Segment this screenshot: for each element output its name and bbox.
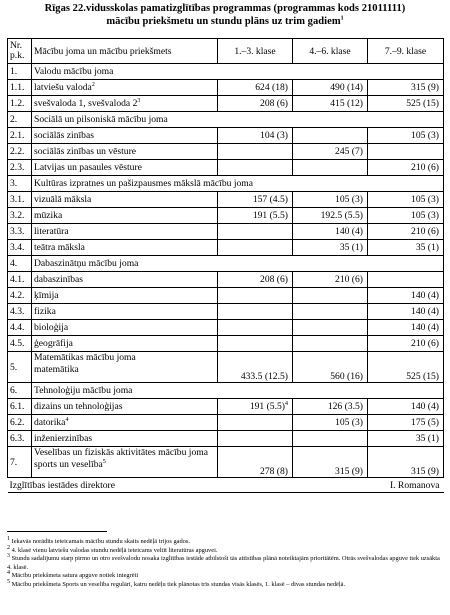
hours-grades-1-3 bbox=[218, 399, 293, 415]
hours-grades-7-9: 210 (6) bbox=[368, 160, 444, 176]
subject-name-text: latviešu valoda bbox=[34, 82, 92, 93]
subject-row bbox=[8, 128, 444, 144]
hours-grades-7-9: 175 (5) bbox=[368, 415, 444, 431]
subject-row bbox=[8, 431, 444, 447]
header-nr bbox=[8, 39, 32, 64]
hours-grades-7-9: 315 (9) bbox=[368, 80, 444, 96]
subject-name bbox=[32, 144, 218, 160]
subject-row bbox=[8, 352, 444, 383]
footnote-item bbox=[7, 544, 443, 556]
subject-name bbox=[32, 399, 218, 415]
hours-grades-7-9: 210 (6) bbox=[368, 336, 444, 352]
hours-grades-1-3 bbox=[218, 415, 293, 431]
hours-grades-1-3 bbox=[218, 272, 293, 288]
subject-name bbox=[32, 320, 218, 336]
subject-row bbox=[8, 96, 444, 112]
hours-grades-7-9: 140 (4) bbox=[368, 288, 444, 304]
row-number: 1.2. bbox=[8, 96, 32, 112]
document-title bbox=[0, 2, 450, 28]
footnote-item bbox=[7, 555, 443, 572]
subject-name bbox=[32, 160, 218, 176]
hours-grades-7-9: 105 (3) bbox=[368, 208, 444, 224]
row-number: 6.2. bbox=[8, 415, 32, 431]
hours-grades-1-3 bbox=[218, 304, 293, 320]
hours-grades-4-6 bbox=[293, 431, 368, 447]
title-line-2-text: mācību priekšmetu un stundu plāns uz trim gadiem bbox=[106, 16, 341, 27]
hours-grades-4-6: 140 (4) bbox=[293, 224, 368, 240]
subject-name-line-2: sports un veselība$^5$ bbox=[34, 458, 106, 470]
category-row bbox=[8, 112, 444, 128]
subject-name-text: fizika bbox=[34, 306, 56, 317]
footnote-item bbox=[7, 535, 443, 547]
footnote-number: 4 bbox=[7, 570, 10, 577]
hours-grades-4-6: 210 (6) bbox=[293, 272, 368, 288]
hours-grades-1-3 bbox=[218, 144, 293, 160]
row-number: 3.4. bbox=[8, 240, 32, 256]
row-number: 3. bbox=[8, 176, 32, 192]
hours-grades-7-9: 105 (3) bbox=[368, 192, 444, 208]
hours-grades-1-3 bbox=[218, 160, 293, 176]
subject-name-text: ķīmija bbox=[34, 290, 59, 301]
subject-name-text: inženierzinības bbox=[34, 433, 93, 444]
hours-grades-7-9: 525 (15) bbox=[368, 96, 444, 112]
hours-grades-1-3 bbox=[218, 336, 293, 352]
footnote-mark: 4 bbox=[285, 400, 288, 407]
subject-row bbox=[8, 240, 444, 256]
header-grades-4-6: 4.–6. klase bbox=[293, 39, 368, 64]
subject-name-text: dabaszinības bbox=[34, 274, 84, 285]
subject-row bbox=[8, 447, 444, 478]
row-number: 3.2. bbox=[8, 208, 32, 224]
subject-row bbox=[8, 208, 444, 224]
header-grades-7-9: 7.–9. klase bbox=[368, 39, 444, 64]
header-nr-line-1: Nr. bbox=[10, 40, 22, 51]
hours-grades-7-9: 210 (6) bbox=[368, 224, 444, 240]
row-number: 2. bbox=[8, 112, 32, 128]
footnote-item bbox=[7, 578, 443, 590]
footnote-number: 2 bbox=[7, 544, 10, 551]
subject-name bbox=[32, 336, 218, 352]
subject-row bbox=[8, 80, 444, 96]
row-number: 4. bbox=[8, 256, 32, 272]
hours-value: 624 (18) bbox=[255, 82, 288, 93]
hours-grades-1-3 bbox=[218, 288, 293, 304]
row-number: 3.3. bbox=[8, 224, 32, 240]
hours-grades-1-3 bbox=[218, 96, 293, 112]
category-row bbox=[8, 256, 444, 272]
category-name: Dabaszinātņu mācību joma bbox=[32, 256, 444, 272]
hours-grades-4-6: 415 (12) bbox=[293, 96, 368, 112]
subject-name bbox=[32, 224, 218, 240]
subject-row bbox=[8, 144, 444, 160]
hours-grades-7-9 bbox=[368, 272, 444, 288]
hours-grades-4-6 bbox=[293, 288, 368, 304]
category-name: Tehnoloģiju mācību joma bbox=[32, 383, 444, 399]
row-number: 4.3. bbox=[8, 304, 32, 320]
footnote-text: Mācību priekšmeta satura apguve notiek integrēti bbox=[10, 572, 139, 580]
footnotes bbox=[7, 535, 443, 590]
subject-name bbox=[32, 288, 218, 304]
subject-name-text: sociālās zinības bbox=[34, 130, 94, 141]
category-row bbox=[8, 383, 444, 399]
hours-grades-7-9: 105 (3) bbox=[368, 128, 444, 144]
hours-grades-4-6: 315 (9) bbox=[293, 447, 368, 478]
hours-grades-4-6 bbox=[293, 336, 368, 352]
subject-name bbox=[32, 352, 218, 383]
hours-grades-1-3 bbox=[218, 447, 293, 478]
subject-name-text: literatūra bbox=[34, 226, 69, 237]
hours-grades-1-3 bbox=[218, 320, 293, 336]
row-number: 6.3. bbox=[8, 431, 32, 447]
hours-grades-4-6: 192.5 (5.5) bbox=[293, 208, 368, 224]
subject-row bbox=[8, 415, 444, 431]
subject-name-line-1: Matemātikas mācību joma bbox=[34, 352, 136, 363]
subject-row bbox=[8, 224, 444, 240]
title-footnote-mark: 1 bbox=[340, 15, 344, 22]
row-number: 6.1. bbox=[8, 399, 32, 415]
hours-grades-1-3 bbox=[218, 80, 293, 96]
signature-row bbox=[8, 478, 444, 493]
row-number: 4.4. bbox=[8, 320, 32, 336]
title-line-1: Rīgas 22.vidusskolas pamatizglītības programmas (programmas kods 21011111) bbox=[44, 3, 406, 14]
subject-name-text: Latvijas un pasaules vēsture bbox=[34, 162, 142, 173]
hours-grades-4-6: 490 (14) bbox=[293, 80, 368, 96]
category-name: Valodu mācību joma bbox=[32, 64, 444, 80]
subject-name bbox=[32, 128, 218, 144]
hours-grades-4-6: 126 (3.5) bbox=[293, 399, 368, 415]
hours-grades-7-9: 35 (1) bbox=[368, 240, 444, 256]
hours-value: 433.5 (12.5) bbox=[240, 371, 288, 382]
row-number: 1.1. bbox=[8, 80, 32, 96]
footnote-item bbox=[7, 572, 443, 581]
footnote-mark: 4 bbox=[65, 416, 69, 423]
hours-grades-7-9: 140 (4) bbox=[368, 399, 444, 415]
subject-name-text: bioloģija bbox=[34, 322, 69, 333]
subject-name-text: teātra māksla bbox=[34, 242, 85, 253]
signature-right: I. Romanova bbox=[293, 478, 444, 493]
subject-name bbox=[32, 96, 218, 112]
hours-grades-1-3 bbox=[218, 431, 293, 447]
row-number: 7. bbox=[8, 447, 32, 478]
header-grades-1-3: 1.–3. klase bbox=[218, 39, 293, 64]
title-line-2 bbox=[0, 15, 450, 28]
footnote-text: Mācību priekšmeta Sports un veselība regulāri, katru nedēļu tiek plānotas trīs stundas visās klasēs, 1. klasē – divas stundas nedēļā. bbox=[10, 580, 346, 588]
hours-grades-4-6: 35 (1) bbox=[293, 240, 368, 256]
footnote-mark: 3 bbox=[137, 97, 141, 104]
subject-name bbox=[32, 192, 218, 208]
subject-row bbox=[8, 192, 444, 208]
hours-value: 208 (6) bbox=[260, 98, 288, 109]
subject-row bbox=[8, 272, 444, 288]
subject-name-text: datorika bbox=[34, 417, 66, 428]
hours-grades-4-6: 245 (7) bbox=[293, 144, 368, 160]
subject-name-text: sociālās zinības un vēsture bbox=[34, 146, 137, 157]
hours-grades-1-3 bbox=[218, 208, 293, 224]
hours-value: 157 (4.5) bbox=[252, 194, 288, 205]
hours-grades-7-9: 315 (9) bbox=[368, 447, 444, 478]
row-number: 2.1. bbox=[8, 128, 32, 144]
row-number: 1. bbox=[8, 64, 32, 80]
subject-name-line-1: Veselības un fiziskās aktivitātes mācību joma bbox=[34, 447, 208, 458]
hours-value: 191 (5.5) bbox=[249, 401, 285, 412]
hours-grades-4-6 bbox=[293, 128, 368, 144]
hours-value: 104 (3) bbox=[260, 130, 288, 141]
hours-value: 208 (6) bbox=[260, 274, 288, 285]
subject-name-line-2: matemātika bbox=[34, 364, 79, 375]
row-number: 5. bbox=[8, 352, 32, 383]
category-row bbox=[8, 64, 444, 80]
row-number: 4.1. bbox=[8, 272, 32, 288]
subject-name bbox=[32, 208, 218, 224]
row-number: 6. bbox=[8, 383, 32, 399]
hours-grades-7-9 bbox=[368, 144, 444, 160]
hours-grades-4-6 bbox=[293, 304, 368, 320]
hours-grades-7-9: 140 (4) bbox=[368, 320, 444, 336]
hours-grades-4-6: 105 (3) bbox=[293, 192, 368, 208]
footnote-mark: 5 bbox=[102, 458, 106, 465]
subject-name bbox=[32, 447, 218, 478]
subject-name bbox=[32, 272, 218, 288]
hours-grades-4-6: 105 (3) bbox=[293, 415, 368, 431]
row-number: 4.5. bbox=[8, 336, 32, 352]
header-nr-line-2: p.k. bbox=[10, 50, 25, 61]
footnote-number: 1 bbox=[7, 535, 10, 542]
row-number: 4.2. bbox=[8, 288, 32, 304]
subject-row bbox=[8, 160, 444, 176]
footnote-text: Stundu sadalījumu starp pirmo un otro svešvalodu nosaka izglītības iestāde atbilstoši tās attīstības plānā noteiktajām prioritātēm. Otrās svešvalodas apguve tiek uzsākta 4. klasē. bbox=[7, 555, 440, 571]
hours-grades-1-3 bbox=[218, 240, 293, 256]
subject-row bbox=[8, 304, 444, 320]
subject-name bbox=[32, 304, 218, 320]
hours-grades-4-6: 560 (16) bbox=[293, 352, 368, 383]
header-subject: Mācību joma un mācību priekšmets bbox=[32, 39, 218, 64]
subject-name-text: mūzika bbox=[34, 210, 63, 221]
category-name: Kultūras izpratnes un pašizpausmes mākslā mācību joma bbox=[32, 176, 444, 192]
subject-name bbox=[32, 415, 218, 431]
hours-grades-1-3 bbox=[218, 192, 293, 208]
footnote-text: Iekavās norādīts ieteicamais mācību stundu skaits nedēļā trijos gados. bbox=[10, 538, 190, 545]
hours-grades-7-9: 35 (1) bbox=[368, 431, 444, 447]
hours-value: 278 (8) bbox=[260, 466, 288, 477]
category-name: Sociālā un pilsoniskā mācību joma bbox=[32, 112, 444, 128]
footnote-mark: 2 bbox=[91, 81, 95, 88]
subject-name bbox=[32, 431, 218, 447]
subject-row bbox=[8, 336, 444, 352]
hours-grades-1-3 bbox=[218, 352, 293, 383]
curriculum-table bbox=[7, 38, 444, 493]
footnote-text: 4. klasē vienu latviešu valodas stundu nedēļā ieteicams veltīt literatūras apguvei. bbox=[10, 546, 218, 554]
table-header-row bbox=[8, 39, 444, 64]
subject-name-text: ģeogrāfija bbox=[34, 338, 73, 349]
hours-grades-7-9: 525 (15) bbox=[368, 352, 444, 383]
hours-grades-1-3 bbox=[218, 224, 293, 240]
hours-value: 191 (5.5) bbox=[252, 210, 288, 221]
signature-left: Izglītības iestādes direktore bbox=[8, 478, 293, 493]
row-number: 2.2. bbox=[8, 144, 32, 160]
footnote-number: 5 bbox=[7, 578, 10, 585]
hours-grades-4-6 bbox=[293, 160, 368, 176]
footnote-number: 3 bbox=[7, 553, 10, 560]
row-number: 2.3. bbox=[8, 160, 32, 176]
hours-grades-1-3 bbox=[218, 128, 293, 144]
subject-name-text: vizuālā māksla bbox=[34, 194, 92, 205]
footnote-divider bbox=[7, 531, 107, 532]
subject-name-text: dizains un tehnoloģijas bbox=[34, 401, 123, 412]
hours-grades-4-6 bbox=[293, 320, 368, 336]
category-row bbox=[8, 176, 444, 192]
row-number: 3.1. bbox=[8, 192, 32, 208]
subject-row bbox=[8, 320, 444, 336]
hours-grades-7-9: 140 (4) bbox=[368, 304, 444, 320]
subject-name bbox=[32, 80, 218, 96]
subject-name bbox=[32, 240, 218, 256]
subject-row bbox=[8, 288, 444, 304]
subject-name-text: svešvaloda 1, svešvaloda 2 bbox=[34, 98, 138, 109]
subject-row bbox=[8, 399, 444, 415]
